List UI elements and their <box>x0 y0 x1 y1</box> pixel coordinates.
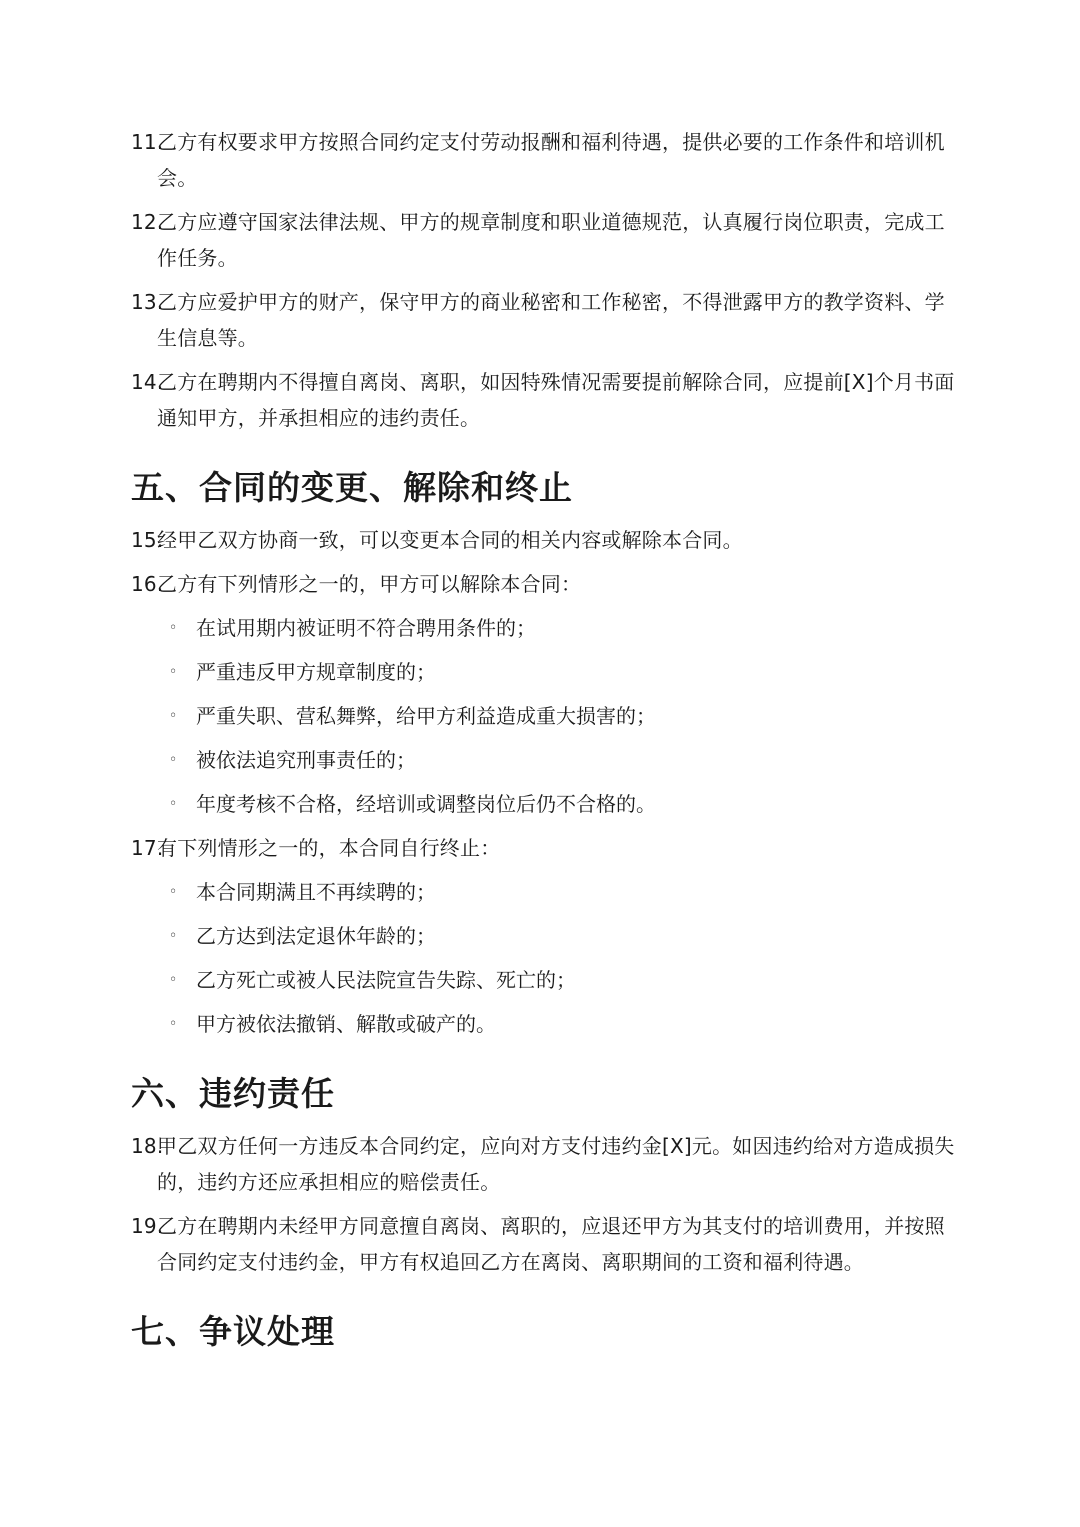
sub-item <box>131 698 961 734</box>
sub-item-text: 乙方达到法定退休年龄的； <box>196 924 436 948</box>
sub-item-text: 被依法追究刑事责任的； <box>196 748 416 772</box>
clause-12 <box>131 204 961 276</box>
sub-item-text: 严重违反甲方规章制度的； <box>196 660 436 684</box>
clause-text: 乙方有下列情形之一的，甲方可以解除本合同： <box>157 572 582 596</box>
clause-number: 13. <box>131 290 164 314</box>
bullet-icon: ◦ <box>169 972 178 988</box>
sub-item <box>131 874 961 910</box>
clause-text: 经甲乙双方协商一致，可以变更本合同的相关内容或解除本合同。 <box>157 528 743 552</box>
bullet-icon: ◦ <box>169 928 178 944</box>
bullet-icon: ◦ <box>169 620 178 636</box>
clause-15 <box>131 522 961 558</box>
clause-17 <box>131 830 961 866</box>
sub-item-text: 严重失职、营私舞弊，给甲方利益造成重大损害的； <box>196 704 656 728</box>
sub-item-text: 甲方被依法撤销、解散或破产的。 <box>196 1012 496 1036</box>
clause-text: 乙方应遵守国家法律法规、甲方的规章制度和职业道德规范，认真履行岗位职责，完成工作任务。 <box>157 210 945 270</box>
sub-item-text: 年度考核不合格，经培训或调整岗位后仍不合格的。 <box>196 792 656 816</box>
bullet-icon: ◦ <box>169 752 178 768</box>
sub-item <box>131 654 961 690</box>
clause-number: 17. <box>131 836 164 860</box>
sub-item <box>131 610 961 646</box>
bullet-icon: ◦ <box>169 664 178 680</box>
bullet-icon: ◦ <box>169 884 178 900</box>
sub-item <box>131 1006 961 1042</box>
contract-page <box>131 124 961 1366</box>
clause-text: 乙方在聘期内未经甲方同意擅自离岗、离职的，应退还甲方为其支付的培训费用，并按照合同约定支付违约金，甲方有权追回乙方在离岗、离职期间的工资和福利待遇。 <box>157 1214 945 1274</box>
clause-13 <box>131 284 961 356</box>
bullet-icon: ◦ <box>169 1016 178 1032</box>
bullet-icon: ◦ <box>169 796 178 812</box>
clause-number: 19. <box>131 1214 164 1238</box>
clause-number: 14. <box>131 370 164 394</box>
clause-number: 11. <box>131 130 164 154</box>
clause-11 <box>131 124 961 196</box>
section-heading-7: 七、争议处理 <box>131 1312 335 1351</box>
clause-19 <box>131 1208 961 1280</box>
clause-14 <box>131 364 961 436</box>
section-heading-5: 五、合同的变更、解除和终止 <box>131 468 573 507</box>
sub-item <box>131 962 961 998</box>
clause-number: 15. <box>131 528 164 552</box>
clause-text: 乙方有权要求甲方按照合同约定支付劳动报酬和福利待遇，提供必要的工作条件和培训机会。 <box>157 130 945 190</box>
clause-text: 乙方应爱护甲方的财产，保守甲方的商业秘密和工作秘密，不得泄露甲方的教学资料、学生信息等。 <box>157 290 945 350</box>
bullet-icon: ◦ <box>169 708 178 724</box>
clause-16 <box>131 566 961 602</box>
clause-18 <box>131 1128 961 1200</box>
clause-number: 16. <box>131 572 164 596</box>
clause-text: 甲乙双方任何一方违反本合同约定，应向对方支付违约金[X]元。如因违约给对方造成损失的，违约方还应承担相应的赔偿责任。 <box>157 1134 955 1194</box>
sub-item-text: 乙方死亡或被人民法院宣告失踪、死亡的； <box>196 968 576 992</box>
sub-item-text: 本合同期满且不再续聘的； <box>196 880 436 904</box>
clause-text: 乙方在聘期内不得擅自离岗、离职，如因特殊情况需要提前解除合同，应提前[X]个月书面通知甲方，并承担相应的违约责任。 <box>157 370 955 430</box>
clause-text: 有下列情形之一的，本合同自行终止： <box>157 836 501 860</box>
sub-item <box>131 786 961 822</box>
sub-item <box>131 918 961 954</box>
clause-number: 12. <box>131 210 164 234</box>
section-heading-6: 六、违约责任 <box>131 1074 335 1113</box>
sub-item <box>131 742 961 778</box>
clause-number: 18. <box>131 1134 164 1158</box>
sub-item-text: 在试用期内被证明不符合聘用条件的； <box>196 616 536 640</box>
